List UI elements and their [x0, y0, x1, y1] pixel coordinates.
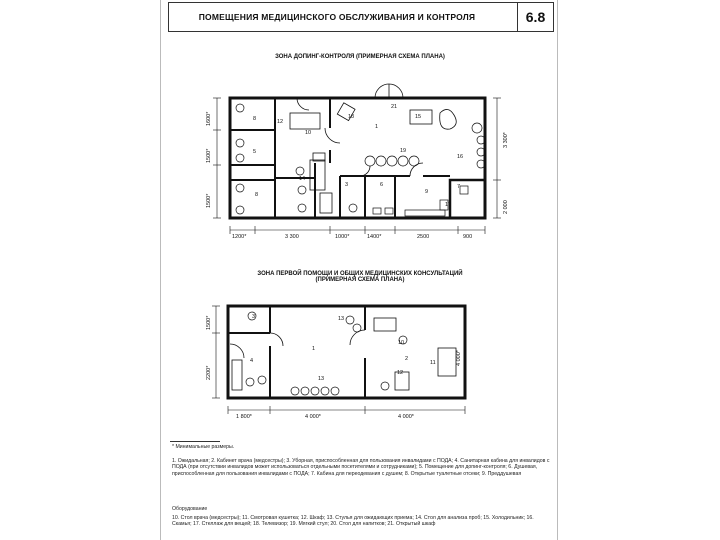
plan1-item-15: 15 — [415, 114, 422, 120]
plan2-room-2: 2 — [405, 356, 409, 362]
plan1-item-18: 18 — [348, 114, 355, 120]
plan2-item-13-a: 13 — [318, 376, 325, 382]
plan1-dim-bottom-3: 1000* — [335, 234, 350, 240]
plan2-item-12: 12 — [397, 370, 404, 376]
plan1-room-9: 9 — [425, 189, 429, 195]
plan2-dim-right-1: 4 000* — [456, 350, 462, 366]
plan2-room-3: 3 — [252, 314, 256, 320]
plan2-floorplan — [200, 298, 470, 423]
plan2-dim-bottom-1: 1 800* — [236, 414, 252, 420]
plan1-dim-left-2: 1500* — [206, 148, 212, 163]
plan2-item-11: 11 — [430, 360, 436, 366]
legend-equipment-heading: Оборудование — [172, 506, 208, 512]
plan1-dim-bottom-6: 900 — [463, 234, 473, 240]
plan2-title-line1: ЗОНА ПЕРВОЙ ПОМОЩИ И ОБЩИХ МЕДИЦИНСКИХ КОНСУЛЬТАЦИЙ — [257, 271, 463, 277]
plan2-room-4: 4 — [250, 358, 254, 364]
footnote: * Минимальные размеры. — [172, 444, 235, 450]
plan1-room-8: 8 — [253, 116, 257, 122]
plan1-room-7: 7 — [457, 184, 461, 190]
section-number: 6.8 — [525, 9, 546, 25]
plan1-item-16: 16 — [457, 154, 464, 160]
plan1-floorplan — [195, 68, 525, 248]
plan2-dim-bottom-2: 4 000* — [305, 414, 321, 420]
plan1-dim-bottom-1: 1200* — [232, 234, 247, 240]
plan2-title-line2: (ПРИМЕРНАЯ СХЕМА ПЛАНА) — [315, 277, 405, 283]
page-header — [168, 2, 554, 32]
legend-equipment: 10. Стол врача (медсестры); 11. Смотровая кушетка; 12. Шкаф; 13. Стулья для ожидающих приема; 14. Стол для анализа проб; 15. Холодильник; 16. Скамья; 17. Стеллаж для вещей; 18. Телевизор; 19. Мягкий стул; 20. Стол для напитков; 21. Открытый шкаф — [172, 515, 534, 528]
plan1-dim-left-1: 1600* — [206, 111, 212, 126]
plan1-room-6: 6 — [380, 182, 384, 188]
plan1-dim-right-1: 3 300* — [503, 132, 509, 148]
plan1-dim-bottom-2: 3 300 — [285, 234, 299, 240]
plan1-item-19: 19 — [400, 148, 407, 154]
plan2-outer-wall — [228, 306, 465, 398]
page-title: ПОМЕЩЕНИЯ МЕДИЦИНСКОГО ОБСЛУЖИВАНИЯ И КОНТРОЛЯ — [198, 12, 476, 22]
plan1-dim-bottom-5: 2500 — [417, 234, 430, 240]
plan2-dim-left-1: 1500* — [206, 315, 212, 330]
legend-rooms: 1. Ожидальная; 2. Кабинет врача (медсестры); 3. Уборная, приспособленная для пользования инвалидами с ПОДА; 4. Санитарная кабина для инвалидов с ПОДА (при отсутствии инвалидов может использоваться отдельными посетителями и сотрудниками); 5. Помещение для допинг-контроля; 6. Душевая, приспособленная для пользования инвалидами с ПОДА; 7. Кабина для переодевания с душем; 8. Открытые туалетные отсеки; 9. Преддушевая — [172, 458, 550, 477]
plan1-item-14: 14 — [299, 176, 306, 182]
plan2-title — [200, 271, 520, 283]
plan2-room-1: 1 — [312, 346, 316, 352]
plan1-item-21: 21 — [391, 104, 398, 110]
plan1-title: ЗОНА ДОПИНГ-КОНТРОЛЯ (ПРИМЕРНАЯ СХЕМА ПЛАНА) — [275, 54, 445, 60]
plan1-room-3: 3 — [345, 182, 349, 188]
plan1-dim-left-3: 1500* — [206, 193, 212, 208]
plan2-item-13-b: 13 — [338, 316, 345, 322]
plan1-item-12: 12 — [277, 119, 284, 125]
plan1-room-8b: 8 — [255, 192, 259, 198]
plan2-dim-left-2: 2200* — [206, 365, 212, 380]
footnote-rule — [170, 441, 220, 442]
plan1-dim-right-2: 2 000 — [503, 200, 509, 214]
plan2-dim-bottom-3: 4 000* — [398, 414, 414, 420]
plan1-room-5: 5 — [253, 149, 257, 155]
plan1-item-10: 10 — [305, 130, 312, 136]
plan1-item-17: 17 — [445, 202, 452, 208]
plan2-item-10: 10 — [398, 340, 405, 346]
plan1-room-1: 1 — [375, 124, 379, 130]
plan1-dim-bottom-4: 1400* — [367, 234, 382, 240]
